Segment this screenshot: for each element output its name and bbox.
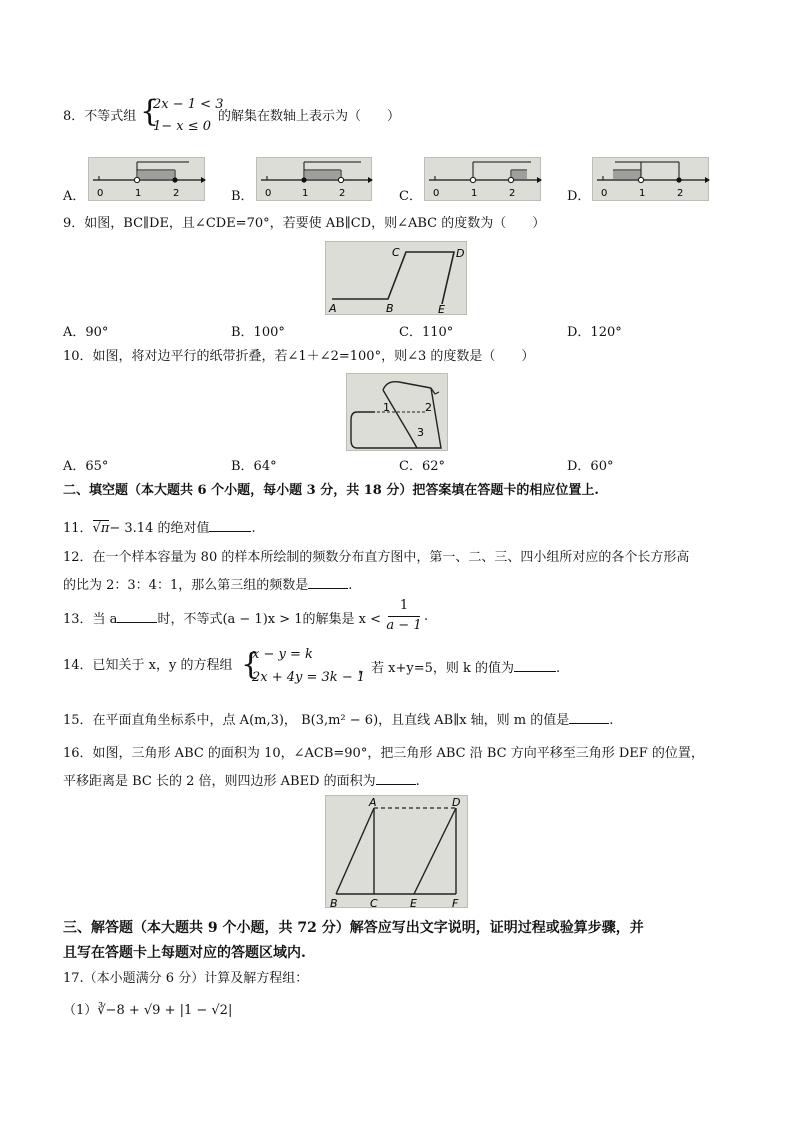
q9-option-c: C．110° xyxy=(399,325,454,340)
q10-label-1: 1 xyxy=(383,401,390,414)
q11-number: 11． xyxy=(63,521,93,536)
q11 xyxy=(63,517,256,538)
q12-line-2-text: 的比为 2：3：4：1，那么第三组的频数是 xyxy=(63,578,309,593)
q15 xyxy=(63,709,613,730)
q9-option-d: D．120° xyxy=(567,325,622,340)
q15-end: . xyxy=(609,713,614,728)
q13-mid: 时，不等式(a − 1)x > 1的解集是 x < xyxy=(157,612,382,627)
q14-prefix: 14．已知关于 x，y 的方程组 xyxy=(63,658,233,673)
q12-line-1: 12．在一个样本容量为 80 的样本所绘制的频数分布直方图中，第一、二、三、四小组所对应的各个长方形高 xyxy=(63,550,690,565)
q8-option-b-number-line xyxy=(256,157,372,201)
q8-option-d-letter: D． xyxy=(567,189,591,204)
q13 xyxy=(63,608,381,629)
q14-equation-1: x − y = k xyxy=(252,647,313,662)
q9-stem: 9．如图，BC∥DE，且∠CDE=70°，若要使 AB∥CD，则∠ABC 的度数为（ ） xyxy=(63,216,546,231)
q13-answer-blank xyxy=(117,608,157,623)
q8-option-c-number-line xyxy=(424,157,541,201)
q9-option-a: A．90° xyxy=(63,325,109,340)
tick: 0 xyxy=(97,188,104,199)
q10-label-3: 3 xyxy=(417,426,424,439)
q13-prefix: 13．当 a xyxy=(63,612,118,627)
tick: 1 xyxy=(639,188,646,199)
q16-label-e: E xyxy=(410,897,417,909)
q14-suffix xyxy=(358,657,560,678)
q8-option-a-letter: A． xyxy=(63,189,86,204)
q10-stem: 10．如图，将对边平行的纸带折叠，若∠1＋∠2=100°，则∠3 的度数是（ ） xyxy=(63,349,535,364)
q16-label-b: B xyxy=(330,897,338,909)
q13-fraction-numerator: 1 xyxy=(399,598,409,613)
q10-label-2: 2 xyxy=(425,401,432,414)
q16-end: . xyxy=(415,774,420,789)
q8-brace: { xyxy=(140,94,160,129)
q15-answer-blank xyxy=(569,709,609,724)
tick: 1 xyxy=(135,188,142,199)
q9-label-c: C xyxy=(392,246,400,259)
q12-line-2 xyxy=(63,574,352,595)
q13-end: . xyxy=(424,609,429,624)
q12-answer-blank xyxy=(308,574,348,589)
q8-option-b-letter: B． xyxy=(231,189,254,204)
q10-figure xyxy=(346,373,448,451)
q9-figure xyxy=(325,241,467,315)
section-3-heading-line-1: 三、解答题（本大题共 9 个小题，共 72 分）解答应写出文字说明，证明过程或验算步骤，并 xyxy=(63,920,644,936)
q16-label-d: D xyxy=(452,796,461,809)
tick: 1 xyxy=(471,188,478,199)
q16-line-1: 16．如图，三角形 ABC 的面积为 10，∠ACB=90°，把三角形 ABC 沿 BC 方向平移至三角形 DEF 的位置， xyxy=(63,746,704,761)
tick: 1 xyxy=(302,188,309,199)
section-3-heading-line-2: 且写在答题卡上每题对应的答题区域内. xyxy=(63,945,306,961)
q14-answer-blank xyxy=(514,657,556,672)
q16-answer-blank xyxy=(376,770,416,785)
q10-option-a: A．65° xyxy=(63,459,109,474)
tick: 2 xyxy=(509,188,516,199)
q11-end: . xyxy=(251,521,256,536)
q16-label-c: C xyxy=(370,897,378,909)
q17-part-1: （1）∛−8 + √9 + |1 − √2| xyxy=(63,1003,233,1018)
tick: 2 xyxy=(339,188,346,199)
q8-option-a-number-line xyxy=(88,157,205,201)
q16-label-a: A xyxy=(369,796,377,809)
q11-radical: √π xyxy=(92,521,110,536)
q11-rest: − 3.14 的绝对值 xyxy=(109,521,210,536)
q11-answer-blank xyxy=(209,517,251,532)
q15-text: 15．在平面直角坐标系中，点 A(m,3)， B(3,m² − 6)，且直线 AB∥x 轴，则 m 的值是 xyxy=(63,713,570,728)
q16-line-2-text: 平移距离是 BC 长的 2 倍，则四边形 ABED 的面积为 xyxy=(63,774,376,789)
q8-option-d-number-line xyxy=(592,157,709,201)
q8-inequality-1: 2x − 1 < 3 xyxy=(153,97,224,112)
q8-inequality-2: 1− x ≤ 0 xyxy=(153,119,212,134)
q9-label-b: B xyxy=(386,302,394,315)
q10-option-d: D．60° xyxy=(567,459,614,474)
q10-option-b: B．64° xyxy=(231,459,277,474)
q9-label-a: A xyxy=(329,302,337,315)
q10-option-c: C．62° xyxy=(399,459,445,474)
q13-fraction-denominator: a − 1 xyxy=(386,618,422,633)
q14-brace: { xyxy=(241,647,261,682)
q12-end: . xyxy=(348,578,353,593)
q17-stem: 17.（本小题满分 6 分）计算及解方程组： xyxy=(63,971,309,986)
q9-option-b: B．100° xyxy=(231,325,285,340)
q8-stem-prefix: 8．不等式组 xyxy=(63,109,137,124)
q9-label-e: E xyxy=(438,303,445,316)
q16-label-f: F xyxy=(452,897,459,909)
q8-stem-suffix: 的解集在数轴上表示为（ ） xyxy=(218,109,401,124)
q16-figure xyxy=(325,795,468,908)
q8-option-c-letter: C． xyxy=(399,189,422,204)
q14-suffix-text: ，若 x+y=5，则 k 的值为 xyxy=(358,661,515,676)
tick: 0 xyxy=(601,188,608,199)
q9-label-d: D xyxy=(456,247,465,260)
q13-fraction-bar xyxy=(388,616,420,617)
tick: 2 xyxy=(173,188,180,199)
q16-line-2 xyxy=(63,770,420,791)
tick: 0 xyxy=(433,188,440,199)
q14-end: . xyxy=(556,661,561,676)
q14-equation-2: 2x + 4y = 3k − 1 xyxy=(252,670,366,685)
tick: 2 xyxy=(677,188,684,199)
tick: 0 xyxy=(265,188,272,199)
section-2-heading: 二、填空题（本大题共 6 个小题，每小题 3 分，共 18 分）把答案填在答题卡的相应位置上. xyxy=(63,483,599,498)
